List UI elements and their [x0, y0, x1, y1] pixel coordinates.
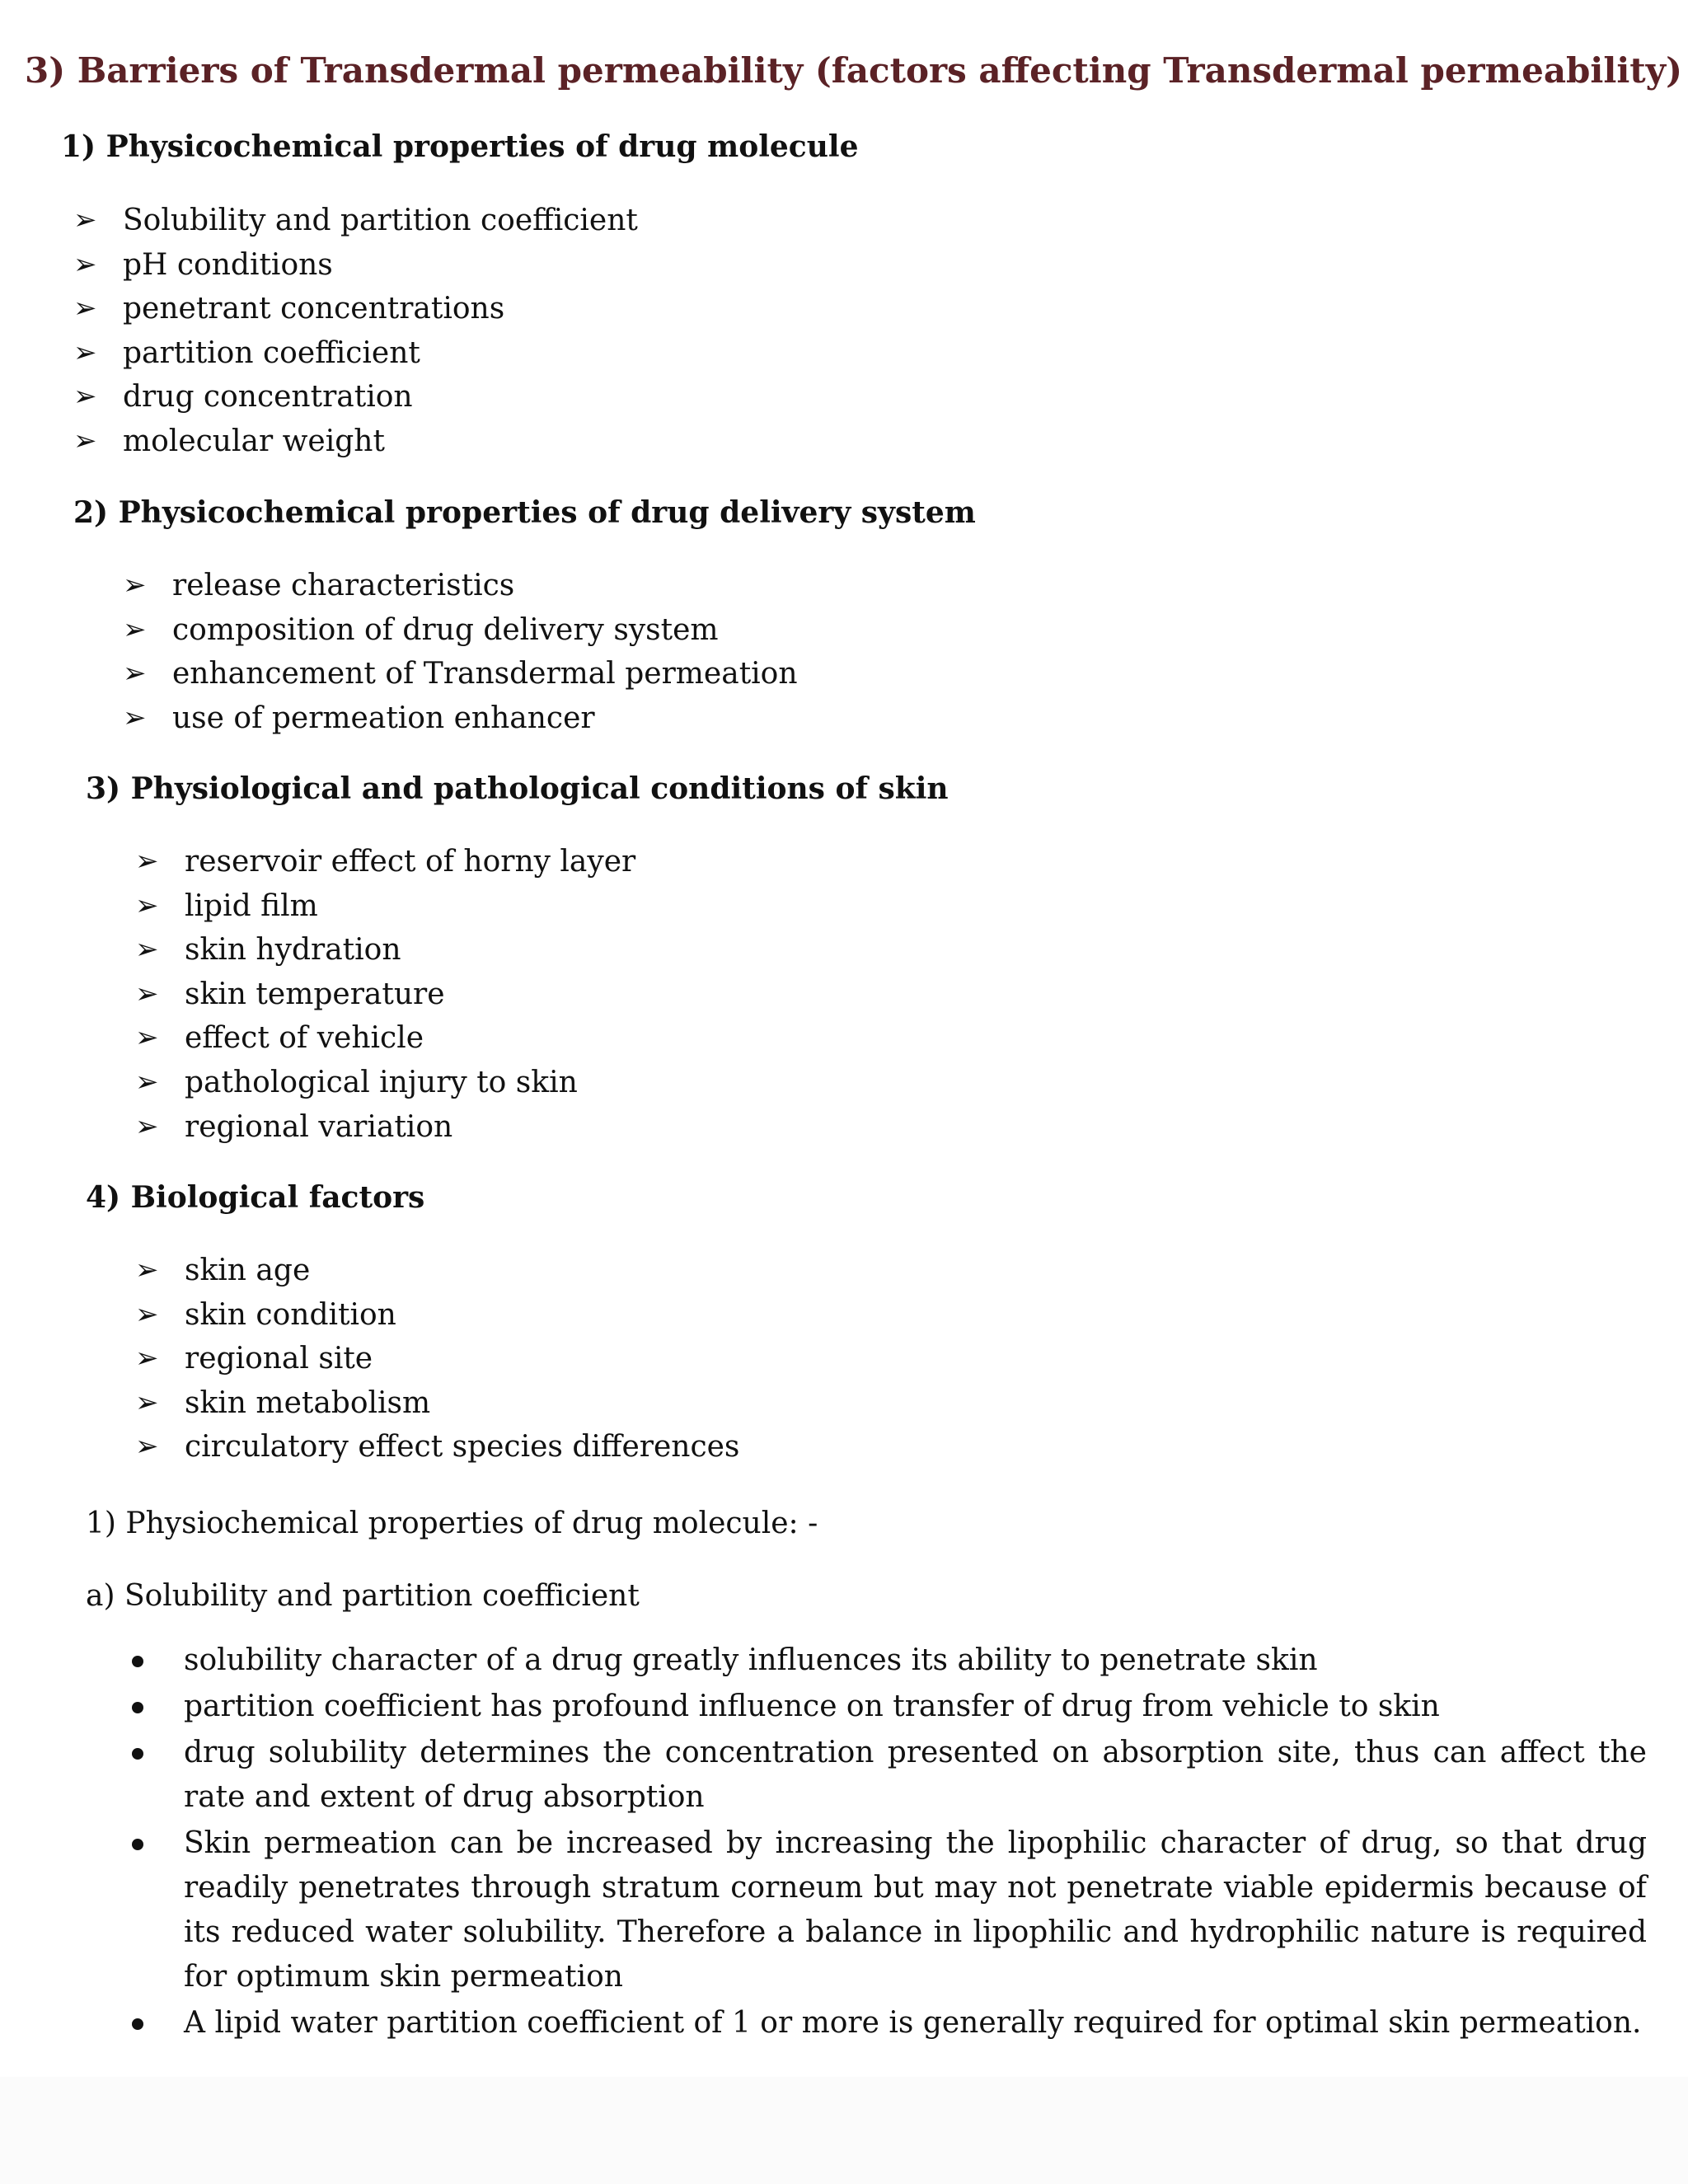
arrow-bullet-icon: ➢ [73, 204, 97, 237]
section-heading-delivery-system: 2) Physicochemical properties of drug delivery system [73, 495, 976, 530]
list-item-text: drug concentration [123, 380, 413, 415]
list-item-text: release characteristics [172, 569, 515, 602]
detail-point-text: A lipid water partition coefficient of 1 or more is generally required for optimal skin permeation. [184, 2006, 1642, 2040]
arrow-bullet-icon: ➢ [73, 292, 97, 326]
dot-bullet-icon [132, 1748, 143, 1760]
list-item-text: skin age [185, 1254, 311, 1287]
list-item-text: skin metabolism [185, 1385, 431, 1420]
list-item-text: circulatory effect species differences [185, 1430, 740, 1465]
list-item [132, 1821, 1647, 1999]
detail-subheading: a) Solubility and partition coefficient [86, 1579, 640, 1613]
list-item-text: regional variation [185, 1109, 453, 1144]
section-heading-biological-factors: 4) Biological factors [86, 1180, 425, 1215]
detail-point-text: partition coefficient has profound influence on transfer of drug from vehicle to skin [184, 1690, 1440, 1723]
section-heading-skin-conditions: 3) Physiological and pathological conditions of skin [86, 771, 949, 806]
list-item-text: effect of vehicle [185, 1021, 424, 1056]
list-item [132, 2001, 1647, 2046]
list-item-text: lipid film [185, 888, 318, 923]
arrow-bullet-icon: ➢ [73, 247, 97, 281]
list-item-text: enhancement of Transdermal permeation [172, 657, 798, 691]
detail-point-text: drug solubility determines the concentration presented on absorption site, thus can affect the rate and extent of drug absorption [184, 1736, 1647, 1814]
arrow-bullet-icon: ➢ [73, 335, 97, 369]
arrow-bullet-icon: ➢ [73, 424, 97, 457]
list-item-text: composition of drug delivery system [172, 612, 719, 647]
arrow-bullet-icon: ➢ [123, 657, 147, 691]
arrow-bullet-icon: ➢ [135, 845, 159, 878]
arrow-bullet-icon: ➢ [123, 569, 147, 602]
arrow-bullet-icon: ➢ [135, 1430, 159, 1464]
arrow-bullet-icon: ➢ [135, 1342, 159, 1376]
arrow-bullet-icon: ➢ [73, 380, 97, 414]
detail-heading: 1) Physiochemical properties of drug molecule: - [86, 1507, 818, 1540]
arrow-bullet-icon: ➢ [135, 1297, 159, 1331]
list-item-text: skin hydration [185, 933, 401, 968]
arrow-bullet-icon: ➢ [135, 1021, 159, 1055]
arrow-bullet-icon: ➢ [135, 977, 159, 1010]
dot-bullet-icon [132, 1839, 143, 1850]
section-heading-drug-molecule: 1) Physicochemical properties of drug molecule [61, 129, 859, 164]
arrow-bullet-icon: ➢ [135, 1109, 159, 1143]
list-item [132, 1731, 1647, 1820]
list-item-text: skin condition [185, 1297, 396, 1332]
page-bottom-shade [0, 2077, 1688, 2184]
list-item-text: pH conditions [123, 247, 333, 282]
detail-point-text: Skin permeation can be increased by increasing the lipophilic character of drug, so that drug readily penetrates through stratum corneum but may not penetrate viable epidermis because of its reduced water solubility. Therefore a balance in lipophilic and hydrophilic nature is required for optimum skin permeation [184, 1826, 1647, 1994]
list-item-text: pathological injury to skin [185, 1065, 578, 1099]
arrow-bullet-icon: ➢ [135, 1065, 159, 1099]
arrow-bullet-icon: ➢ [123, 612, 147, 646]
list-item-text: reservoir effect of horny layer [185, 845, 636, 879]
arrow-bullet-icon: ➢ [135, 933, 159, 967]
list-item-text: regional site [185, 1342, 373, 1376]
list-item-text: partition coefficient [123, 335, 420, 370]
dot-bullet-icon [132, 1702, 143, 1713]
list-item [132, 1685, 1647, 1729]
arrow-bullet-icon: ➢ [123, 701, 147, 734]
detail-points-list [132, 1638, 1647, 2047]
list-item-text: use of permeation enhancer [172, 701, 595, 735]
dot-bullet-icon [132, 1656, 143, 1667]
list-item-text: Solubility and partition coefficient [123, 204, 638, 237]
arrow-bullet-icon: ➢ [135, 888, 159, 922]
arrow-bullet-icon: ➢ [135, 1385, 159, 1419]
list-item-text: molecular weight [123, 424, 385, 458]
list-item [132, 1638, 1647, 1683]
arrow-bullet-icon: ➢ [135, 1254, 159, 1286]
list-item-text: skin temperature [185, 977, 445, 1011]
list-item-text: penetrant concentrations [123, 292, 505, 326]
page-title: 3) Barriers of Transdermal permeability (factors affecting Transdermal permeability) [25, 50, 1682, 91]
dot-bullet-icon [132, 2018, 143, 2030]
detail-point-text: solubility character of a drug greatly influences its ability to penetrate skin [184, 1643, 1318, 1677]
